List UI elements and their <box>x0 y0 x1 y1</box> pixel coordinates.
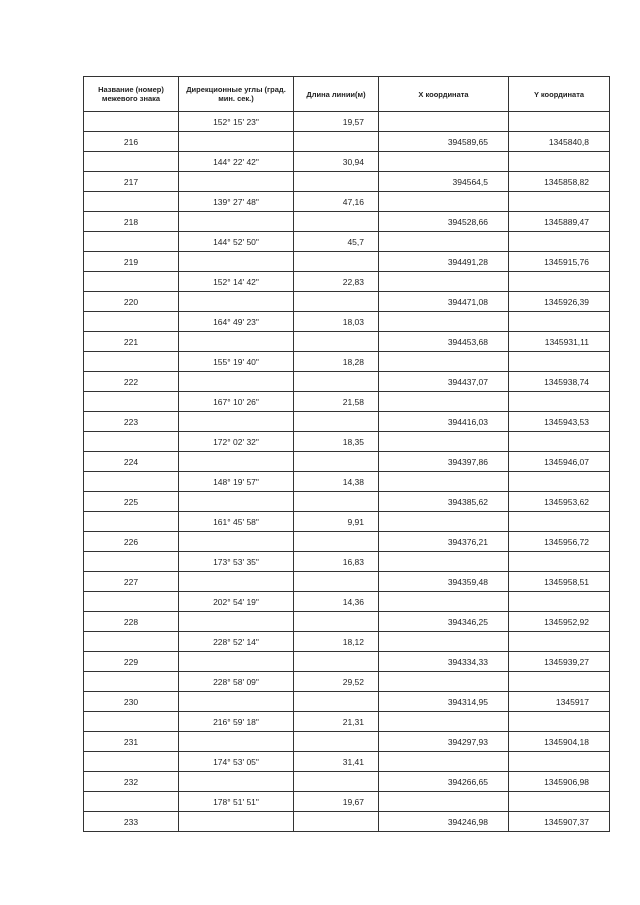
y-coordinate-cell <box>509 712 610 732</box>
point-name-cell: 224 <box>84 452 179 472</box>
y-coordinate-cell: 1345840,8 <box>509 132 610 152</box>
line-length-cell: 18,12 <box>294 632 379 652</box>
table-row <box>84 252 610 272</box>
line-length-cell <box>294 532 379 552</box>
table-row <box>84 152 610 172</box>
point-name-cell <box>84 552 179 572</box>
point-name-cell <box>84 792 179 812</box>
y-coordinate-cell <box>509 552 610 572</box>
header-x-coordinate: X координата <box>379 77 509 112</box>
line-length-cell: 29,52 <box>294 672 379 692</box>
point-name-cell <box>84 352 179 372</box>
direction-angle-cell: 167° 10' 26" <box>179 392 294 412</box>
point-name-cell: 227 <box>84 572 179 592</box>
line-length-cell <box>294 692 379 712</box>
x-coordinate-cell <box>379 432 509 452</box>
point-name-cell: 221 <box>84 332 179 352</box>
y-coordinate-cell <box>509 112 610 132</box>
direction-angle-cell <box>179 332 294 352</box>
line-length-cell <box>294 252 379 272</box>
point-name-cell <box>84 232 179 252</box>
table-row <box>84 772 610 792</box>
y-coordinate-cell <box>509 632 610 652</box>
point-name-cell: 228 <box>84 612 179 632</box>
x-coordinate-cell <box>379 152 509 172</box>
direction-angle-cell: 202° 54' 19" <box>179 592 294 612</box>
line-length-cell <box>294 612 379 632</box>
point-name-cell <box>84 272 179 292</box>
y-coordinate-cell: 1345952,92 <box>509 612 610 632</box>
line-length-cell: 14,38 <box>294 472 379 492</box>
point-name-cell: 233 <box>84 812 179 832</box>
y-coordinate-cell <box>509 672 610 692</box>
direction-angle-cell: 228° 58' 09" <box>179 672 294 692</box>
x-coordinate-cell: 394334,33 <box>379 652 509 672</box>
point-name-cell: 222 <box>84 372 179 392</box>
x-coordinate-cell <box>379 192 509 212</box>
x-coordinate-cell: 394266,65 <box>379 772 509 792</box>
direction-angle-cell <box>179 292 294 312</box>
direction-angle-cell <box>179 252 294 272</box>
table-row <box>84 212 610 232</box>
line-length-cell <box>294 772 379 792</box>
x-coordinate-cell <box>379 312 509 332</box>
direction-angle-cell <box>179 692 294 712</box>
point-name-cell <box>84 752 179 772</box>
table-row <box>84 172 610 192</box>
y-coordinate-cell: 1345946,07 <box>509 452 610 472</box>
point-name-cell <box>84 392 179 412</box>
direction-angle-cell: 178° 51' 51" <box>179 792 294 812</box>
direction-angle-cell: 164° 49' 23" <box>179 312 294 332</box>
table-row <box>84 272 610 292</box>
point-name-cell <box>84 472 179 492</box>
table-row <box>84 132 610 152</box>
line-length-cell: 18,28 <box>294 352 379 372</box>
line-length-cell <box>294 492 379 512</box>
table-row <box>84 112 610 132</box>
x-coordinate-cell <box>379 512 509 532</box>
line-length-cell: 21,58 <box>294 392 379 412</box>
direction-angle-cell: 173° 53' 35" <box>179 552 294 572</box>
line-length-cell: 47,16 <box>294 192 379 212</box>
y-coordinate-cell: 1345917 <box>509 692 610 712</box>
line-length-cell <box>294 332 379 352</box>
x-coordinate-cell <box>379 672 509 692</box>
point-name-cell: 219 <box>84 252 179 272</box>
x-coordinate-cell: 394416,03 <box>379 412 509 432</box>
line-length-cell: 19,67 <box>294 792 379 812</box>
point-name-cell: 230 <box>84 692 179 712</box>
direction-angle-cell <box>179 772 294 792</box>
y-coordinate-cell: 1345931,11 <box>509 332 610 352</box>
direction-angle-cell <box>179 572 294 592</box>
y-coordinate-cell: 1345915,76 <box>509 252 610 272</box>
line-length-cell <box>294 172 379 192</box>
x-coordinate-cell <box>379 272 509 292</box>
line-length-cell: 18,35 <box>294 432 379 452</box>
direction-angle-cell: 148° 19' 57" <box>179 472 294 492</box>
x-coordinate-cell: 394314,95 <box>379 692 509 712</box>
table-row <box>84 572 610 592</box>
x-coordinate-cell: 394297,93 <box>379 732 509 752</box>
header-line-length: Длина линии(м) <box>294 77 379 112</box>
line-length-cell <box>294 132 379 152</box>
point-name-cell: 231 <box>84 732 179 752</box>
table-row <box>84 332 610 352</box>
header-y-coordinate: Y координата <box>509 77 610 112</box>
table-row <box>84 692 610 712</box>
line-length-cell <box>294 292 379 312</box>
table-row <box>84 812 610 832</box>
direction-angle-cell: 216° 59' 18" <box>179 712 294 732</box>
direction-angle-cell: 228° 52' 14" <box>179 632 294 652</box>
x-coordinate-cell: 394385,62 <box>379 492 509 512</box>
y-coordinate-cell: 1345958,51 <box>509 572 610 592</box>
line-length-cell <box>294 212 379 232</box>
point-name-cell: 218 <box>84 212 179 232</box>
point-name-cell <box>84 152 179 172</box>
x-coordinate-cell <box>379 352 509 372</box>
direction-angle-cell <box>179 612 294 632</box>
line-length-cell: 19,57 <box>294 112 379 132</box>
table-row <box>84 432 610 452</box>
point-name-cell <box>84 632 179 652</box>
direction-angle-cell <box>179 652 294 672</box>
direction-angle-cell <box>179 172 294 192</box>
x-coordinate-cell <box>379 752 509 772</box>
x-coordinate-cell: 394397,86 <box>379 452 509 472</box>
table-row <box>84 672 610 692</box>
y-coordinate-cell: 1345904,18 <box>509 732 610 752</box>
direction-angle-cell <box>179 212 294 232</box>
line-length-cell: 18,03 <box>294 312 379 332</box>
table-row <box>84 472 610 492</box>
line-length-cell: 21,31 <box>294 712 379 732</box>
point-name-cell <box>84 712 179 732</box>
point-name-cell <box>84 672 179 692</box>
table-row <box>84 612 610 632</box>
direction-angle-cell: 139° 27' 48" <box>179 192 294 212</box>
x-coordinate-cell: 394564,5 <box>379 172 509 192</box>
y-coordinate-cell: 1345943,53 <box>509 412 610 432</box>
x-coordinate-cell <box>379 712 509 732</box>
direction-angle-cell <box>179 492 294 512</box>
y-coordinate-cell <box>509 752 610 772</box>
y-coordinate-cell: 1345906,98 <box>509 772 610 792</box>
table-row <box>84 232 610 252</box>
point-name-cell: 232 <box>84 772 179 792</box>
point-name-cell: 217 <box>84 172 179 192</box>
table-row <box>84 592 610 612</box>
table-row <box>84 512 610 532</box>
table-row <box>84 532 610 552</box>
x-coordinate-cell: 394246,98 <box>379 812 509 832</box>
point-name-cell <box>84 192 179 212</box>
x-coordinate-cell: 394437,07 <box>379 372 509 392</box>
table-row <box>84 412 610 432</box>
direction-angle-cell: 152° 14' 42" <box>179 272 294 292</box>
direction-angle-cell <box>179 372 294 392</box>
y-coordinate-cell: 1345907,37 <box>509 812 610 832</box>
line-length-cell: 22,83 <box>294 272 379 292</box>
point-name-cell: 223 <box>84 412 179 432</box>
point-name-cell <box>84 312 179 332</box>
x-coordinate-cell: 394528,66 <box>379 212 509 232</box>
header-direction-angle: Дирекционные углы (град. мин. сек.) <box>179 77 294 112</box>
direction-angle-cell: 152° 15' 23" <box>179 112 294 132</box>
y-coordinate-cell <box>509 352 610 372</box>
y-coordinate-cell <box>509 432 610 452</box>
table-row <box>84 312 610 332</box>
line-length-cell: 31,41 <box>294 752 379 772</box>
y-coordinate-cell <box>509 232 610 252</box>
line-length-cell <box>294 812 379 832</box>
x-coordinate-cell: 394491,28 <box>379 252 509 272</box>
y-coordinate-cell <box>509 272 610 292</box>
direction-angle-cell <box>179 532 294 552</box>
direction-angle-cell: 155° 19' 40" <box>179 352 294 372</box>
line-length-cell: 9,91 <box>294 512 379 532</box>
line-length-cell: 14,36 <box>294 592 379 612</box>
x-coordinate-cell <box>379 112 509 132</box>
y-coordinate-cell: 1345926,39 <box>509 292 610 312</box>
header-point-name: Название (номер) межевого знака <box>84 77 179 112</box>
x-coordinate-cell <box>379 472 509 492</box>
x-coordinate-cell <box>379 592 509 612</box>
table-row <box>84 372 610 392</box>
y-coordinate-cell: 1345938,74 <box>509 372 610 392</box>
line-length-cell <box>294 572 379 592</box>
survey-coordinates-table <box>83 76 610 832</box>
y-coordinate-cell <box>509 192 610 212</box>
y-coordinate-cell <box>509 792 610 812</box>
x-coordinate-cell <box>379 232 509 252</box>
x-coordinate-cell <box>379 392 509 412</box>
table-row <box>84 192 610 212</box>
point-name-cell <box>84 432 179 452</box>
line-length-cell: 45,7 <box>294 232 379 252</box>
table-header-row <box>84 77 610 112</box>
x-coordinate-cell <box>379 552 509 572</box>
direction-angle-cell <box>179 132 294 152</box>
direction-angle-cell: 161° 45' 58" <box>179 512 294 532</box>
x-coordinate-cell: 394376,21 <box>379 532 509 552</box>
y-coordinate-cell: 1345953,62 <box>509 492 610 512</box>
y-coordinate-cell <box>509 392 610 412</box>
direction-angle-cell <box>179 732 294 752</box>
x-coordinate-cell: 394453,68 <box>379 332 509 352</box>
table-row <box>84 552 610 572</box>
y-coordinate-cell <box>509 512 610 532</box>
table-row <box>84 732 610 752</box>
direction-angle-cell <box>179 412 294 432</box>
point-name-cell <box>84 112 179 132</box>
table-row <box>84 392 610 412</box>
x-coordinate-cell: 394471,08 <box>379 292 509 312</box>
x-coordinate-cell <box>379 792 509 812</box>
table-row <box>84 352 610 372</box>
table-row <box>84 652 610 672</box>
direction-angle-cell: 144° 52' 50" <box>179 232 294 252</box>
point-name-cell: 225 <box>84 492 179 512</box>
table-row <box>84 452 610 472</box>
direction-angle-cell: 172° 02' 32" <box>179 432 294 452</box>
line-length-cell <box>294 732 379 752</box>
y-coordinate-cell <box>509 472 610 492</box>
direction-angle-cell: 174° 53' 05" <box>179 752 294 772</box>
line-length-cell <box>294 452 379 472</box>
point-name-cell <box>84 592 179 612</box>
y-coordinate-cell <box>509 312 610 332</box>
y-coordinate-cell: 1345889,47 <box>509 212 610 232</box>
y-coordinate-cell <box>509 592 610 612</box>
line-length-cell <box>294 652 379 672</box>
point-name-cell: 226 <box>84 532 179 552</box>
point-name-cell: 220 <box>84 292 179 312</box>
x-coordinate-cell <box>379 632 509 652</box>
line-length-cell <box>294 372 379 392</box>
direction-angle-cell <box>179 452 294 472</box>
y-coordinate-cell: 1345939,27 <box>509 652 610 672</box>
line-length-cell: 30,94 <box>294 152 379 172</box>
direction-angle-cell: 144° 22' 42" <box>179 152 294 172</box>
line-length-cell: 16,83 <box>294 552 379 572</box>
y-coordinate-cell <box>509 152 610 172</box>
table-row <box>84 632 610 652</box>
y-coordinate-cell: 1345956,72 <box>509 532 610 552</box>
y-coordinate-cell: 1345858,82 <box>509 172 610 192</box>
direction-angle-cell <box>179 812 294 832</box>
table-row <box>84 792 610 812</box>
x-coordinate-cell: 394589,65 <box>379 132 509 152</box>
point-name-cell: 216 <box>84 132 179 152</box>
table-row <box>84 752 610 772</box>
table-row <box>84 292 610 312</box>
table-row <box>84 492 610 512</box>
x-coordinate-cell: 394346,25 <box>379 612 509 632</box>
point-name-cell: 229 <box>84 652 179 672</box>
x-coordinate-cell: 394359,48 <box>379 572 509 592</box>
point-name-cell <box>84 512 179 532</box>
table-row <box>84 712 610 732</box>
line-length-cell <box>294 412 379 432</box>
